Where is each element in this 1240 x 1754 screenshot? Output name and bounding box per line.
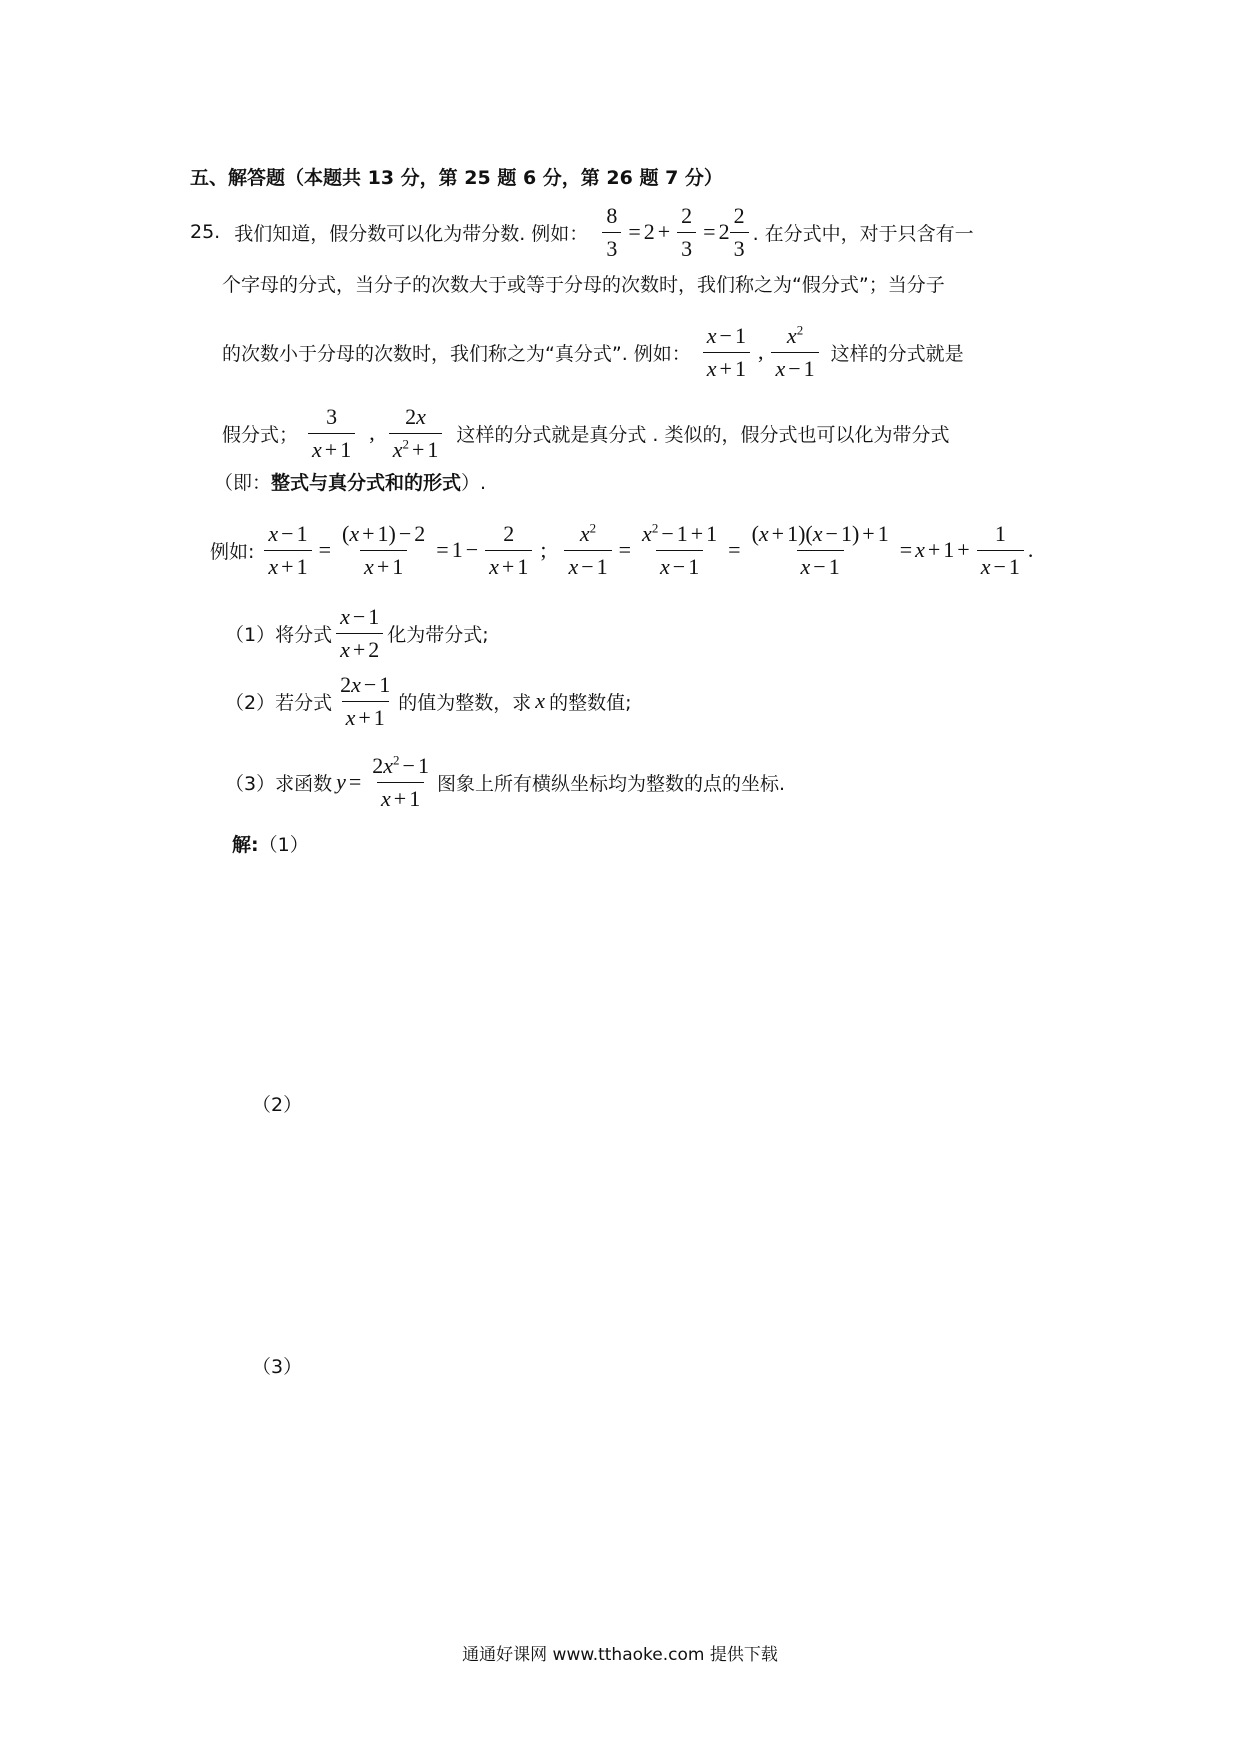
section-title: 五、解答题（本题共 13 分，第 25 题 6 分，第 26 题 7 分） <box>190 167 723 189</box>
improper-fraction-examples: $\frac{x - 1}{x + 1}$ , $\frac{x^2}{x - 1}$ <box>699 323 823 381</box>
problem-line-3 <box>222 312 964 392</box>
intro-text-b: . 在分式中，对于只含有一 <box>752 222 974 245</box>
q2-text-b: 的值为整数，求 <box>398 691 532 714</box>
line5-text-bold: 整式与真分式和的形式 <box>271 471 462 494</box>
problem-intro-line <box>190 196 974 268</box>
q1-fraction: $\frac{x - 1}{x + 2}$ <box>332 604 387 662</box>
example-derivations: $\frac{x - 1}{x + 1}$ = $\frac{(x + 1) - 2}{x + 1}$ = 1 − $\frac{2}{x + 1}$ ; $\frac{x^2}{x - 1}$ = $\frac{x^2 - 1 + 1}{x - 1}$ = $\frac{(x + 1)(x - 1) + 1}{x - 1}$ = x + 1 + $\frac{1}{x - 1}$ . <box>260 521 1033 579</box>
problem-number: 25. <box>190 221 221 243</box>
q1-text-b: 化为带分式; <box>387 623 489 646</box>
solution-part-3: （3） <box>252 1356 303 1378</box>
problem-line-4 <box>222 395 950 471</box>
line3-text-b: 这样的分式就是 <box>830 342 964 365</box>
solution-part-2: （2） <box>252 1094 303 1116</box>
line5-text-a: （即： <box>214 471 272 494</box>
line5-text-c: ）. <box>461 471 487 494</box>
q1-text-a: （1）将分式 <box>225 623 333 646</box>
q3-text-b: 图象上所有横纵坐标均为整数的点的坐标. <box>436 772 786 795</box>
page-footer: 通通好课网 www.tthaoke.com 提供下载 <box>462 1645 778 1665</box>
fraction-8-3: $\frac{8}{3}$ <box>602 203 621 261</box>
q3-text-a: （3）求函数 <box>225 772 333 795</box>
solution-part-1: （1） <box>258 833 309 856</box>
question-1 <box>225 595 489 671</box>
solution-label: 解: <box>232 833 259 856</box>
problem-line-5 <box>214 466 486 496</box>
problem-line-2: 个字母的分式，当分子的次数大于或等于分母的次数时，我们称之为“假分式”；当分子 <box>222 274 945 296</box>
q2-variable: x <box>535 688 546 713</box>
q3-function: y = $\frac{2x^2 - 1}{x + 1}$ <box>336 752 429 811</box>
mixed-number-example: $\frac{8}{3}$ = 2 + $\frac{2}{3}$ = 2 $\frac{2}{3}$ <box>598 203 752 261</box>
q2-text-a: （2）若分式 <box>225 691 333 714</box>
question-3 <box>225 742 785 822</box>
solution-header <box>232 828 309 858</box>
line4-text-a: 假分式； <box>222 423 299 446</box>
q2-text-c: 的整数值; <box>549 691 632 714</box>
example-line <box>210 510 1033 590</box>
line4-text-b: 这样的分式就是真分式 . 类似的，假分式也可以化为带分式 <box>456 423 950 446</box>
example-label: 例如: <box>210 540 255 563</box>
intro-text-a: 我们知道，假分数可以化为带分数. 例如： <box>234 222 589 245</box>
fraction-2-3: $\frac{2}{3}$ <box>677 203 696 261</box>
fraction-2-3-b: $\frac{2}{3}$ <box>730 203 749 261</box>
q2-fraction: $\frac{2x - 1}{x + 1}$ <box>340 672 391 730</box>
line3-text-a: 的次数小于分母的次数时，我们称之为“真分式”. 例如： <box>222 342 691 365</box>
question-2 <box>225 663 631 739</box>
proper-fraction-examples: $\frac{3}{x + 1}$ , $\frac{2x}{x^2 + 1}$ <box>304 404 446 462</box>
